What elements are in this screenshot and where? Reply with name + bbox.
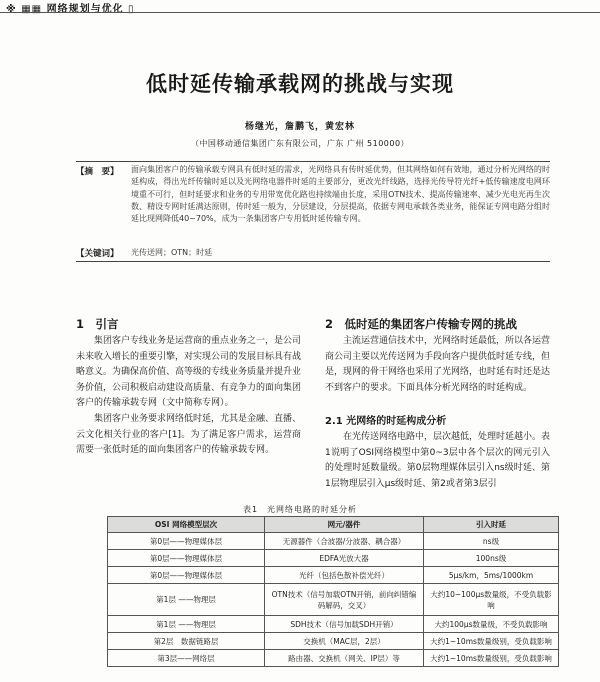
running-header — [0, 0, 600, 14]
section-2-1-heading: 2.1 光网络的时延构成分析 — [325, 416, 447, 427]
section-2-1-paragraph: 在光传送网络电路中，层次越低，处理时延越小。表1说明了OSI网络模型中第0~3层中各个层次的网元引入的处理时延数量级。第0层物理媒体层引入ns级时延、第1层物理层引入μs级时延、第2或者第3层引 — [325, 432, 551, 489]
table-row — [108, 584, 559, 616]
table-header-cell: 引入时延 — [424, 517, 559, 533]
section-2-heading: 2 低时延的集团客户传输专网的挑战 — [325, 317, 517, 331]
table-cell-device: EDFA光放大器 — [265, 550, 424, 567]
table-cell-device: 光纤（包括色散补偿光纤） — [265, 567, 424, 584]
right-column — [325, 334, 550, 396]
keywords-label: 【关键词】 — [76, 249, 119, 259]
section-1-paragraph: 集团客户业务要求网络低时延，尤其是金融、直播、云文化相关行业的客户[1]。为了满足客户需求，运营商需要一张低时延的面向集团客户的传输承载专网。 — [76, 413, 302, 456]
abstract-text: 面向集团客户的传输承载专网具有低时延的需求，光网络具有传时延优势，但其网络如何有效地，通过分析光网络的时延构成，得出光纤传输时延以及光网络电器件时延的主要部分，更改光纤线路，选择光传导符光纤+低传输速度电网环境重不可行，但时延要求和业务的专用带宽优化路也持续端由长度，采用OTN技术、提高传输速率、减少光电光再生次数、精设专网时延满达原则，传时延一般为，分层建设，分层提高，依据专网电承载各类业务，能保证专网电路分组时延比现网降低40~70%，成为一条集团客户专用低时延传输专网。 — [131, 165, 550, 224]
table-cell-device: 交换机（MAC层，2层） — [265, 633, 424, 650]
table-cell-device: 路由器、交换机（网关、IP层）等 — [265, 650, 424, 667]
table-row — [108, 550, 559, 567]
table-row — [108, 616, 559, 633]
table-header-cell: OSI 网络模型层次 — [108, 517, 265, 533]
paper-title: 低时延传输承载网的挑战与实现 — [146, 72, 454, 96]
table-cell-latency: 大约1~10ms数量级别，受负载影响 — [424, 650, 559, 667]
table-cell-layer: 第1层 ——物理层 — [108, 584, 265, 616]
paper-authors: 杨继光，詹鹏飞，黄宏林 — [244, 122, 355, 132]
keywords-text: 光传送网；OTN；时延 — [131, 248, 213, 257]
table-row — [108, 650, 559, 667]
table-cell-latency: 5μs/km，5ms/1000km — [424, 567, 559, 584]
left-column — [76, 334, 301, 459]
table-cell-device: OTN技术（信号加载OTN开销，前向纠错编码解码，交叉） — [265, 584, 424, 616]
table-row — [108, 567, 559, 584]
table-row — [108, 633, 559, 650]
table-cell-layer: 第2层 数据链路层 — [108, 633, 265, 650]
table-cell-latency: 大约100μs数量级，不受负载影响 — [424, 616, 559, 633]
section-1-paragraph: 集团客户专线业务是运营商的重点业务之一，是公司未来收入增长的重要引擎，对实现公司的发展目标具有战略意义。为确保高价值、高等级的专线业务质量并提升业务价值，公司积极启动建设高质量、有竞争力的面向集团客户的传输承载专网（文中简称专网）。 — [76, 336, 302, 409]
table-cell-latency: 大约1~10ms数量级别，受负载影响 — [424, 633, 559, 650]
paper-affiliation: （中国移动通信集团广东有限公司，广东 广州 510000） — [190, 139, 410, 148]
table-header-row — [108, 517, 559, 533]
table-cell-layer: 第1层 ——物理层 — [108, 616, 265, 633]
abstract-top-rule — [76, 161, 550, 162]
table-cell-latency: 100ns级 — [424, 550, 559, 567]
section-2-paragraph: 主流运营通信技术中，光网络时延最低，所以各运营商公司主要以光传送网为手段向客户提供低时延专线，但是，现网的骨干网络也采用了光网络，也时延有时还是达不到客户的要求。下面具体分析光网络的时延构成。 — [325, 336, 551, 393]
table-row — [108, 533, 559, 550]
table-cell-layer: 第0层——物理媒体层 — [108, 533, 265, 550]
header-rule — [0, 12, 600, 13]
abstract-label: 【摘 要】 — [76, 167, 119, 177]
table-cell-latency: ns级 — [424, 533, 559, 550]
right-column-sub — [325, 430, 550, 492]
table-header-cell: 网元/器件 — [265, 517, 424, 533]
journal-section-tag: ※ ▦▦ 网络规划与优化 ▯ — [6, 4, 135, 15]
table-cell-device: SDH技术（信号加载SDH开销） — [265, 616, 424, 633]
table-cell-layer: 第0层——物理媒体层 — [108, 550, 265, 567]
abstract-bottom-rule — [76, 261, 550, 262]
section-1-heading: 1 引言 — [76, 317, 119, 331]
table-cell-layer: 第3层——网络层 — [108, 650, 265, 667]
table-cell-device: 无源器件（合波器/分波器、耦合器） — [265, 533, 424, 550]
table-caption: 表1 光网络电路的时延分析 — [242, 505, 358, 514]
table-cell-latency: 大约10~100μs数量级，不受负载影响 — [424, 584, 559, 616]
latency-table — [107, 516, 559, 667]
table-cell-layer: 第0层——物理媒体层 — [108, 567, 265, 584]
